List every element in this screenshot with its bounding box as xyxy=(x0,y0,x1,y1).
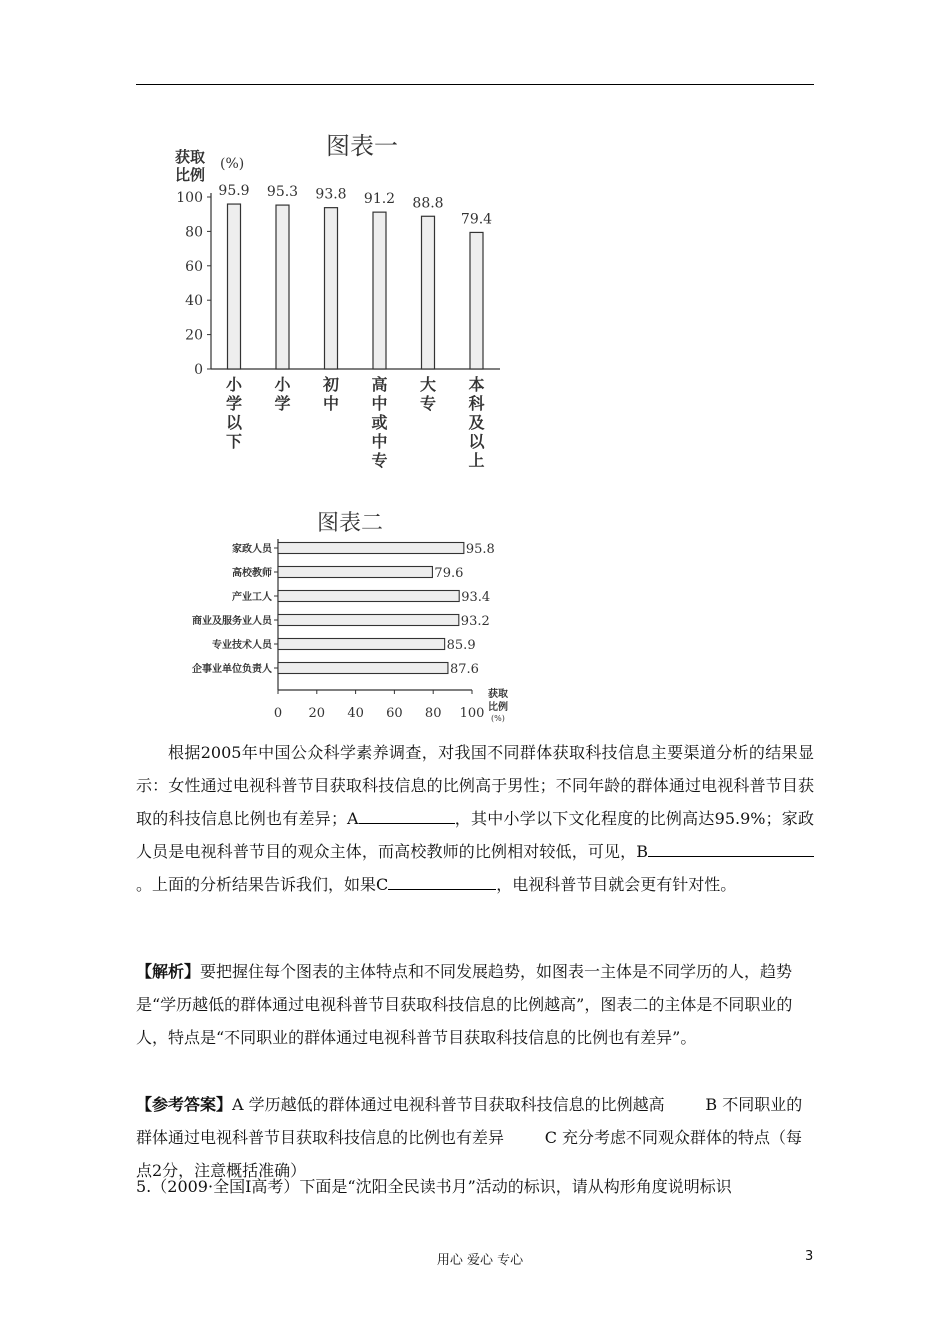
analysis-label: 【解析】 xyxy=(136,962,201,981)
bar-value-label: 88.8 xyxy=(412,195,444,212)
bar-value-label: 95.9 xyxy=(218,183,250,200)
y-category-label: 家政人员 xyxy=(232,544,272,555)
x-category-label: 小 xyxy=(274,375,291,394)
y-axis-label: 获取 xyxy=(175,148,206,166)
x-tick-label: 60 xyxy=(386,706,403,721)
x-category-label: 下 xyxy=(225,432,243,451)
x-axis-unit: (%) xyxy=(491,714,505,723)
x-axis-label: 比例 xyxy=(488,702,508,713)
y-category-label: 企事业单位负责人 xyxy=(192,664,272,675)
x-category-label: 或 xyxy=(371,413,388,432)
x-category-label: 专 xyxy=(371,451,388,470)
analysis-body: 要把握住每个图表的主体特点和不同发展趋势，如图表一主体是不同学历的人，趋势是“学历越低的群体通过电视科普节目获取科技信息的比例越高”，图表二的主体是不同职业的人，特点是“不同职业的群体通过电视科普节目获取科技信息的比例也有差异”。 xyxy=(136,962,793,1047)
answer-a: A 学历越低的群体通过电视科普节目获取科技信息的比例越高 xyxy=(232,1095,665,1114)
x-category-label: 上 xyxy=(468,451,485,470)
blank-a[interactable] xyxy=(359,807,455,824)
bar-value-label: 79.6 xyxy=(434,566,464,581)
x-category-label: 学 xyxy=(225,394,243,413)
y-category-label: 高校教师 xyxy=(232,568,272,579)
survey-text-a: 根据2005年中国公众科学素养调查，对我国不同群体获取科技信息主要渠道分析的结果显示：女性通过电视科普节目获取科技信息的比例高于男性；不同年龄的群体通过电视科普节目获取的科技信息比例也有差异；A xyxy=(136,743,814,828)
answer-c: C 充分考虑不同观众群体的特点（每点2分，注意概括准确） xyxy=(136,1128,803,1180)
bar-value-label: 87.6 xyxy=(449,662,479,677)
x-category-label: 本 xyxy=(468,375,485,394)
question-5-text: 5.（2009·全国Ⅰ高考）下面是“沈阳全民读书月”活动的标识，请从构形角度说明标识 xyxy=(136,1177,732,1196)
bar-value-label: 95.8 xyxy=(465,542,495,557)
chart-title: 图表二 xyxy=(316,511,384,536)
x-category-label: 中 xyxy=(371,432,388,451)
x-category-label: 大 xyxy=(419,375,437,394)
x-category-label: 专 xyxy=(419,394,437,413)
y-tick-label: 80 xyxy=(185,224,203,241)
x-category-label: 初 xyxy=(322,375,340,394)
survey-text-b: ，其中小学以下文化程度的比例高达95.9%；家政人员是电视科普节目的观众主体，而高校教师的比例相对较低，可见，B xyxy=(136,809,814,861)
blank-b[interactable] xyxy=(648,840,814,857)
bar-value-label: 93.8 xyxy=(315,186,347,203)
x-tick-label: 0 xyxy=(273,706,283,721)
y-tick-label: 40 xyxy=(185,293,203,310)
survey-text-d: ，电视科普节目就会更有针对性。 xyxy=(496,875,737,894)
bar xyxy=(278,567,432,578)
bar xyxy=(278,615,459,626)
paragraph-analysis xyxy=(136,955,814,1054)
x-category-label: 高 xyxy=(371,375,388,394)
x-tick-label: 40 xyxy=(347,706,364,721)
y-tick-label: 60 xyxy=(185,258,203,275)
chart-title: 图表一 xyxy=(326,132,398,160)
y-category-label: 产业工人 xyxy=(232,592,272,603)
x-category-label: 中 xyxy=(322,394,340,413)
y-category-label: 商业及服务业人员 xyxy=(192,616,272,627)
x-tick-label: 20 xyxy=(308,706,326,721)
bar-value-label: 93.2 xyxy=(460,614,490,629)
y-tick-label: 100 xyxy=(176,190,203,206)
y-tick-label: 0 xyxy=(194,362,203,378)
blank-c[interactable] xyxy=(388,873,496,890)
footer-motto: 用心 爱心 专心 xyxy=(436,1253,524,1268)
y-axis-unit: (%) xyxy=(220,156,245,172)
y-tick-label: 20 xyxy=(185,327,203,344)
bar-value-label: 93.4 xyxy=(461,590,491,605)
bar-value-label: 79.4 xyxy=(460,211,493,228)
bar xyxy=(278,543,464,554)
x-tick-label: 100 xyxy=(459,706,485,721)
bar-value-label: 91.2 xyxy=(363,191,396,208)
bar xyxy=(278,663,448,674)
x-category-label: 及 xyxy=(468,413,485,432)
answer-label: 【参考答案】 xyxy=(136,1095,233,1114)
x-category-label: 小 xyxy=(225,375,243,394)
survey-text-c: 。上面的分析结果告诉我们，如果C xyxy=(136,875,389,894)
page-number: 3 xyxy=(805,1249,814,1264)
answer-b: B 不同职业的群体通过电视科普节目获取科技信息的比例也有差异 xyxy=(136,1095,803,1147)
x-category-label: 科 xyxy=(468,394,485,413)
x-category-label: 中 xyxy=(371,394,388,413)
paragraph-question-5 xyxy=(136,1170,814,1203)
y-axis-label: 比例 xyxy=(175,166,206,184)
x-category-label: 以 xyxy=(468,432,485,451)
bar-value-label: 95.3 xyxy=(266,184,299,201)
paragraph-survey xyxy=(136,736,814,901)
x-tick-label: 80 xyxy=(424,706,442,721)
bar xyxy=(278,591,459,602)
x-category-label: 学 xyxy=(274,394,291,413)
y-category-label: 专业技术人员 xyxy=(212,640,272,651)
bar-value-label: 85.9 xyxy=(446,638,476,653)
x-category-label: 以 xyxy=(225,413,243,432)
bar xyxy=(278,639,445,650)
x-axis-label: 获取 xyxy=(488,689,508,700)
